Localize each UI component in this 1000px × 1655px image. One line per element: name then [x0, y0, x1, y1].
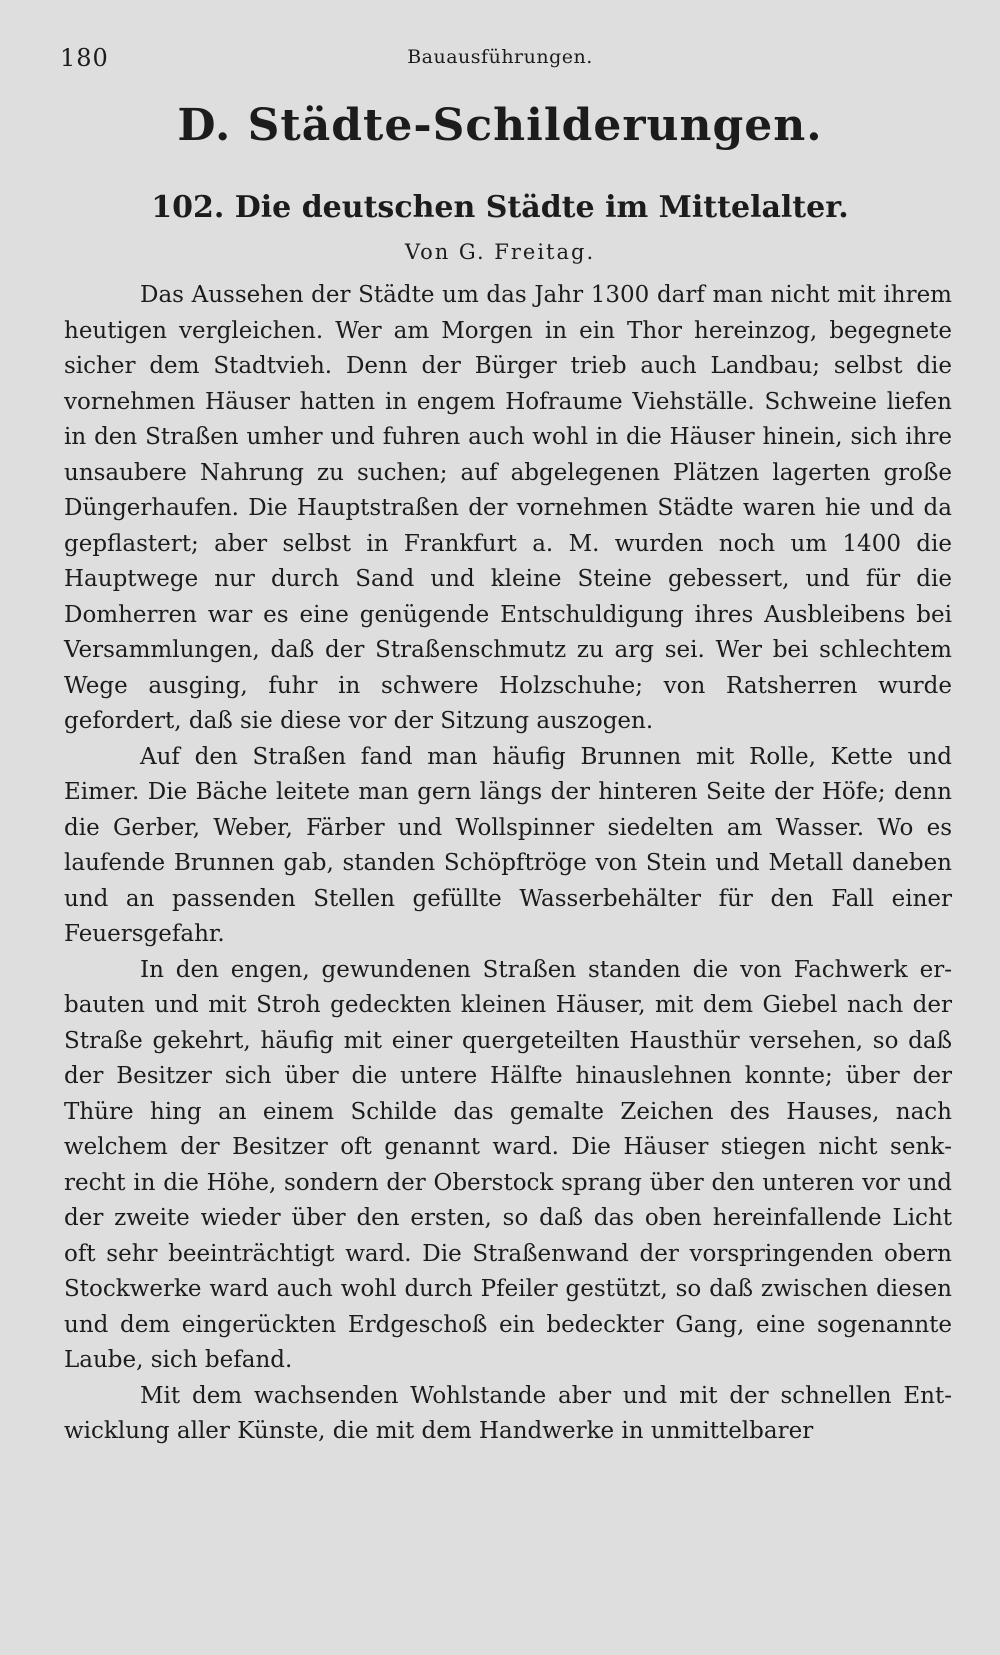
running-head: Bauausführungen. [407, 46, 593, 68]
article-body [64, 278, 952, 1450]
paragraph: Mit dem wachsenden Wohlstande aber und mit der schnellen Entwicklung aller Künste, die mit dem Handwerke in unmittelbarer [64, 1382, 952, 1444]
article-byline: Von G. Freitag. [404, 240, 596, 264]
page-number: 180 [60, 44, 109, 72]
paragraph: Das Aussehen der Städte um das Jahr 1300 darf man nicht mit ihrem heutigen vergleichen. Wer am Morgen in ein Thor hereinzog, begegnete sicher dem Stadtvieh. Denn der Bürger trieb auch Landbau; selbst die vornehmen Häuser hatten in engem Hofraume Viehställe. Schweine liefen in den Straßen umher und fuhren auch wohl in die Häuser hinein, sich ihre unsaubere Nahrung zu suchen; auf abgelegenen Plätzen lagerten große Düngerhaufen. Die Hauptstraßen der vornehmen Städte waren hie und da gepflastert; aber selbst in Frankfurt a. M. wurden noch um 1400 die Hauptwege nur durch Sand und kleine Steine gebessert, und für die Domherren war es eine genügende Entschuldigung ihres Ausbleibens bei Versammlungen, daß der Straßenschmutz zu arg sei. Wer bei schlechtem Wege ausging, fuhr in schwere Holzschuhe; von Ratsherren wurde gefordert, daß sie diese vor der Sitzung auszogen. [64, 282, 952, 734]
article-title: 102. Die deutschen Städte im Mittelalter. [151, 190, 849, 225]
paragraph: In den engen, gewundenen Straßen standen die von Fachwerk erbauten und mit Stroh gedeckten kleinen Häuser, mit dem Giebel nach der Straße gekehrt, häufig mit einer quergeteilten Hausthür versehen, so daß der Besitzer sich über die untere Hälfte hinauslehnen konnte; über der Thüre hing an einem Schilde das gemalte Zeichen des Hauses, nach welchem der Besitzer oft genannt ward. Die Häuser stiegen nicht senkrecht in die Höhe, sondern der Oberstock sprang über den unteren vor und der zweite wieder über den ersten, so daß das oben hereinfallende Licht oft sehr beeinträchtigt ward. Die Straßenwand der vorspringenden obern Stockwerke ward auch wohl durch Pfeiler gestützt, so daß zwischen diesen und dem eingerückten Erdgeschoß ein bedeckter Gang, eine sogenannte Laube, sich befand. [64, 956, 952, 1373]
paragraph: Auf den Straßen fand man häufig Brunnen mit Rolle, Kette und Eimer. Die Bäche leitete man gern längs der hinteren Seite der Höfe; denn die Gerber, Weber, Färber und Wollspinner siedelten am Wasser. Wo es laufende Brunnen gab, standen Schöpftröge von Stein und Metall daneben und an passenden Stellen gefüllte Wasserbehälter für den Fall einer Feuersgefahr. [64, 743, 952, 947]
section-title: D. Städte-Schilderungen. [177, 100, 823, 151]
page-header [0, 44, 1000, 84]
